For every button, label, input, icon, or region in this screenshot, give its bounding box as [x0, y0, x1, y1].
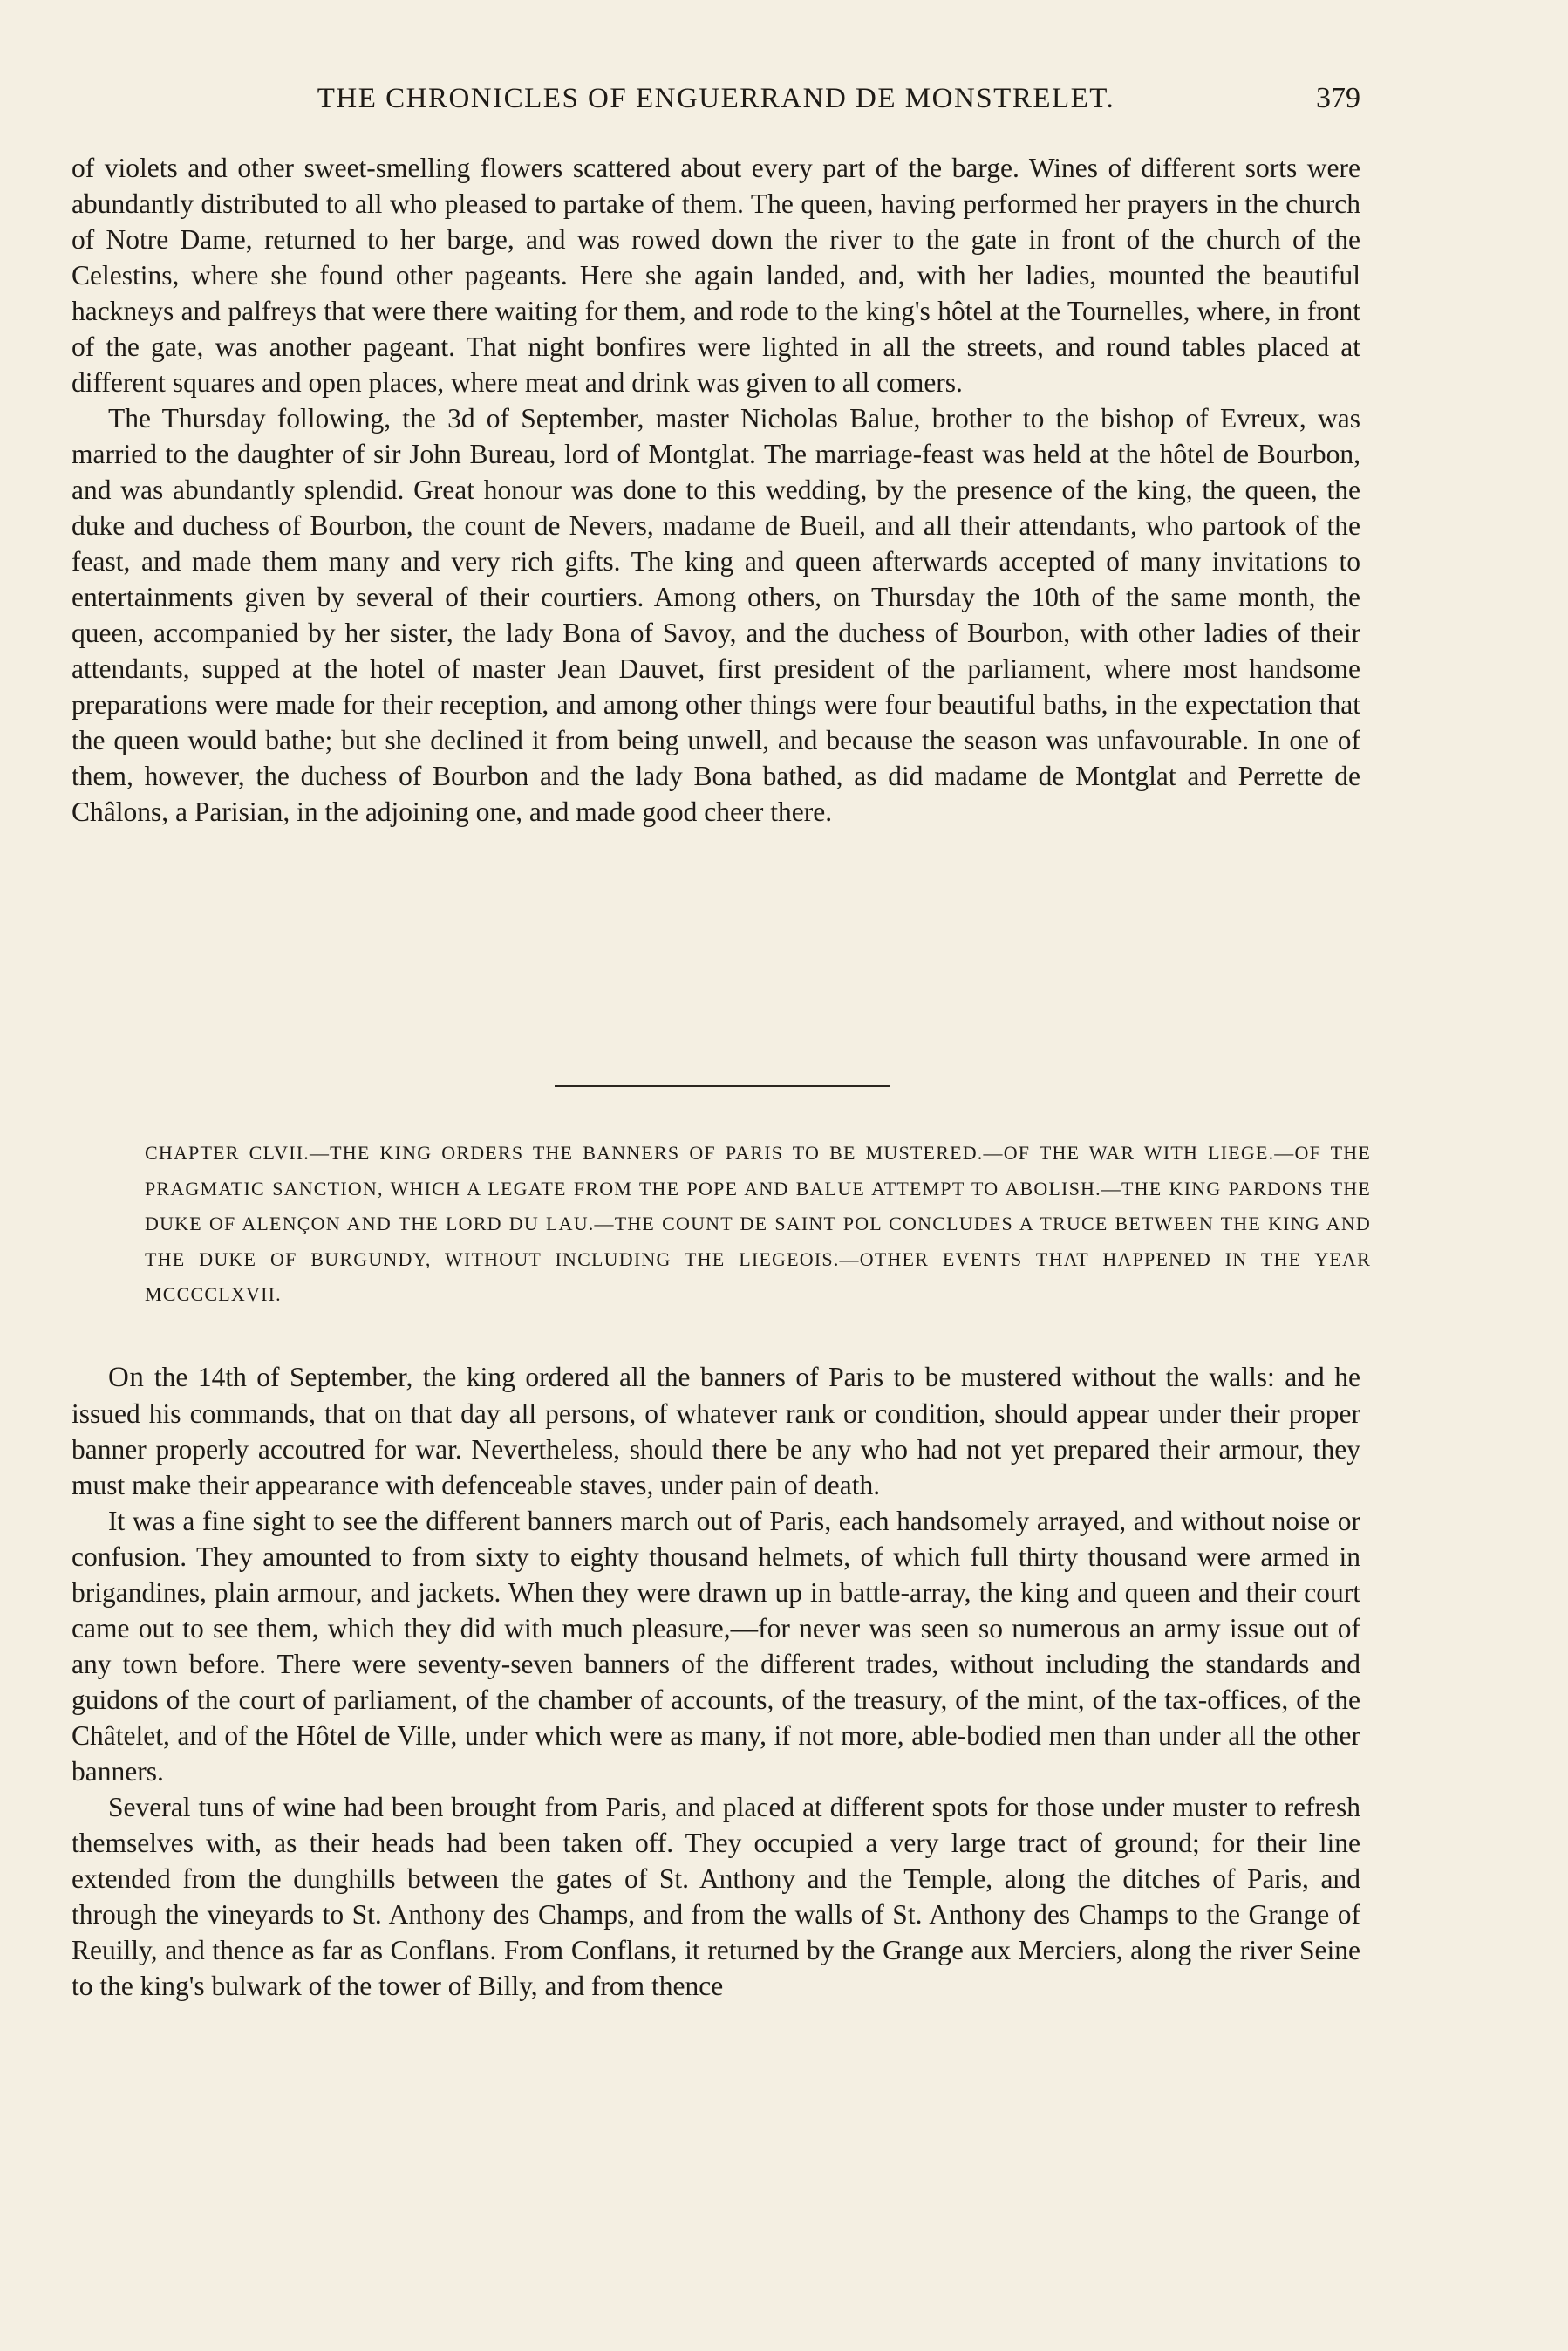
opening-text: [72, 150, 1360, 830]
paragraph-banners-mustered: [72, 1359, 1360, 1503]
running-head: [72, 77, 1360, 120]
page-number: 379: [1316, 82, 1360, 114]
paragraph-march-out: It was a fine sight to see the different banners march out of Paris, each handsomely arrayed, and without noise or confusion. They amounted to from sixty to eighty thousand helmets, of which full thirty thousand were armed in brigandines, plain armour, and jackets. When they were drawn up in battle-array, the king and queen and their court came out to see them, which they did with much pleasure,—for never was seen so numerous an army issue out of any town before. There were seventy-seven banners of the different trades, without including the standards and guidons of the court of parliament, of the chamber of accounts, of the treasury, of the mint, of the tax-offices, of the Châtelet, and of the Hôtel de Ville, under which were as many, if not more, able-bodied men than under all the other banners.: [72, 1506, 1360, 1787]
paragraph-banners-mustered-text: the 14th of September, the king ordered all the banners of Paris to be mustered without the walls: and he issued his commands, that on that day all persons, of whatever rank or condition, should appear under their proper banner properly accoutred for war. Nevertheless, should there be any who had not yet prepared their armour, they must make their appearance with defenceable staves, under pain of death.: [72, 1362, 1360, 1500]
running-title: THE CHRONICLES OF ENGUERRAND DE MONSTRELET.: [317, 83, 1115, 114]
section-divider: [555, 1085, 890, 1087]
chapter-text: [72, 1359, 1360, 2004]
chapter-heading: CHAPTER CLVII.—THE KING ORDERS THE BANNERS OF PARIS TO BE MUSTERED.—OF THE WAR WITH LIEGE.—OF THE PRAGMATIC SANCTION, WHICH A LEGATE FROM THE POPE AND BALUE ATTEMPT TO ABOLISH.—THE KING PARDONS THE DUKE OF ALENÇON AND THE LORD DU LAU.—THE COUNT DE SAINT POL CONCLUDES A TRUCE BETWEEN THE KING AND THE DUKE OF BURGUNDY, WITHOUT INCLUDING THE LIEGEOIS.—OTHER EVENTS THAT HAPPENED IN THE YEAR MCCCCLXVII.: [145, 1142, 1371, 1305]
paragraph-violets: of violets and other sweet-smelling flowers scattered about every part of the barge. Wines of different sorts were abundantly distributed to all who pleased to partake of them. The queen, having performed her prayers in the church of Notre Dame, returned to her barge, and was rowed down the river to the gate in front of the church of the Celestins, where she found other pageants. Here she again landed, and, with her ladies, mounted the beautiful hackneys and palfreys that were there waiting for them, and rode to the king's hôtel at the Tournelles, where, in front of the gate, was another pageant. That night bonfires were lighted in all the streets, and round tables placed at different squares and open places, where meat and drink was given to all comers.: [72, 153, 1360, 398]
paragraph-wine-tuns: Several tuns of wine had been brought from Paris, and placed at different spots for those under muster to refresh themselves with, as their heads had been taken off. They occupied a very large tract of ground; for their line extended from the dunghills between the gates of St. Anthony and the Temple, along the ditches of Paris, and through the vineyards to St. Anthony des Champs, and from the walls of St. Anthony des Champs to the Grange of Reuilly, and thence as far as Conflans. From Conflans, it returned by the Grange aux Merciers, along the river Seine to the king's bulwark of the tower of Billy, and from thence: [72, 1792, 1360, 2001]
opening-word: On: [108, 1362, 145, 1393]
paragraph-marriage-feast: The Thursday following, the 3d of September, master Nicholas Balue, brother to the bishop of Evreux, was married to the daughter of sir John Bureau, lord of Montglat. The marriage-feast was held at the hôtel de Bourbon, and was abundantly splendid. Great honour was done to this wedding, by the presence of the king, the queen, the duke and duchess of Bourbon, the count de Nevers, madame de Bueil, and all their attendants, who partook of the feast, and made them many and very rich gifts. The king and queen afterwards accepted of many invitations to entertainments given by several of their courtiers. Among others, on Thursday the 10th of the same month, the queen, accompanied by her sister, the lady Bona of Savoy, and the duchess of Bourbon, with other ladies of their attendants, supped at the hotel of master Jean Dauvet, first president of the parliament, where most handsome preparations were made for their reception, and among other things were four beautiful baths, in the expectation that the queen would bathe; but she declined it from being unwell, and because the season was unfavourable. In one of them, however, the duchess of Bourbon and the lady Bona bathed, as did madame de Montglat and Perrette de Châlons, a Parisian, in the adjoining one, and made good cheer there.: [72, 403, 1360, 827]
